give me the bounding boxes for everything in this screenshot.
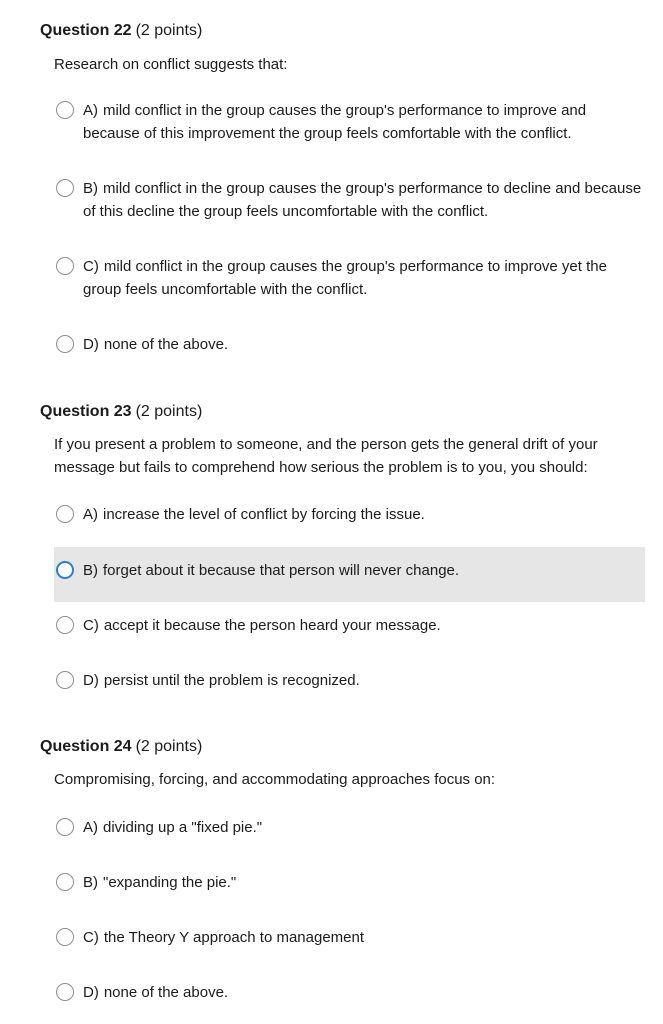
radio-button[interactable] (56, 616, 74, 634)
answer-option-d[interactable] (54, 981, 645, 1004)
question-prompt: Research on conflict suggests that: (54, 56, 288, 73)
option-letter: C) (83, 617, 99, 634)
option-text: forget about it because that person will never change. (103, 562, 460, 579)
answer-option-a[interactable] (54, 816, 645, 839)
option-text: persist until the problem is recognized. (103, 672, 360, 689)
question-header (40, 22, 202, 40)
radio-button[interactable] (56, 257, 74, 275)
question-title: Question 22 (40, 22, 132, 39)
option-text: mild conflict in the group causes the group's performance to decline and because of this decline the group feels uncomfortable with the conflict. (83, 180, 642, 220)
option-text: mild conflict in the group causes the group's performance to improve yet the group feels uncomfortable with the conflict. (83, 258, 607, 298)
option-text: increase the level of conflict by forcing the issue. (103, 506, 425, 523)
question-header (40, 738, 202, 756)
question-prompt: If you present a problem to someone, and the person gets the general drift of your message but fails to comprehend how serious the problem is to you, you should: (54, 436, 598, 476)
radio-button[interactable] (56, 671, 74, 689)
answer-option-a[interactable] (54, 99, 645, 145)
answer-option-a[interactable] (54, 503, 645, 526)
radio-button[interactable] (56, 818, 74, 836)
option-letter: B) (83, 874, 98, 891)
option-letter: A) (83, 102, 98, 119)
option-text: "expanding the pie." (103, 874, 237, 891)
option-text: mild conflict in the group causes the group's performance to improve and because of this improvement the group feels comfortable with the conflict. (83, 102, 587, 142)
option-letter: B) (83, 562, 98, 579)
answer-option-b[interactable] (54, 547, 645, 602)
answer-option-b[interactable] (54, 871, 645, 894)
answer-option-d[interactable] (54, 669, 645, 692)
radio-button[interactable] (56, 928, 74, 946)
question-points: (2 points) (135, 738, 203, 755)
answer-option-c[interactable] (54, 255, 645, 301)
radio-button[interactable] (56, 179, 74, 197)
option-letter: C) (83, 929, 99, 946)
question-points: (2 points) (135, 403, 203, 420)
answer-option-c[interactable] (54, 926, 645, 949)
radio-button[interactable] (56, 561, 74, 579)
option-text: dividing up a "fixed pie." (103, 819, 263, 836)
option-letter: D) (83, 984, 99, 1001)
answer-option-c[interactable] (54, 614, 645, 637)
answer-option-b[interactable] (54, 177, 645, 223)
radio-button[interactable] (56, 983, 74, 1001)
radio-button[interactable] (56, 505, 74, 523)
option-letter: D) (83, 672, 99, 689)
option-letter: A) (83, 506, 98, 523)
radio-button[interactable] (56, 335, 74, 353)
question-title: Question 24 (40, 738, 132, 755)
question-prompt: Compromising, forcing, and accommodating approaches focus on: (54, 771, 496, 788)
option-text: accept it because the person heard your message. (103, 617, 441, 634)
radio-button[interactable] (56, 101, 74, 119)
option-letter: B) (83, 180, 98, 197)
option-text: the Theory Y approach to management (103, 929, 365, 946)
option-letter: C) (83, 258, 99, 275)
answer-option-d[interactable] (54, 333, 645, 356)
question-points: (2 points) (135, 22, 203, 39)
option-text: none of the above. (103, 336, 229, 353)
question-header (40, 403, 202, 421)
option-letter: D) (83, 336, 99, 353)
option-text: none of the above. (103, 984, 229, 1001)
option-letter: A) (83, 819, 98, 836)
radio-button[interactable] (56, 873, 74, 891)
question-title: Question 23 (40, 403, 132, 420)
